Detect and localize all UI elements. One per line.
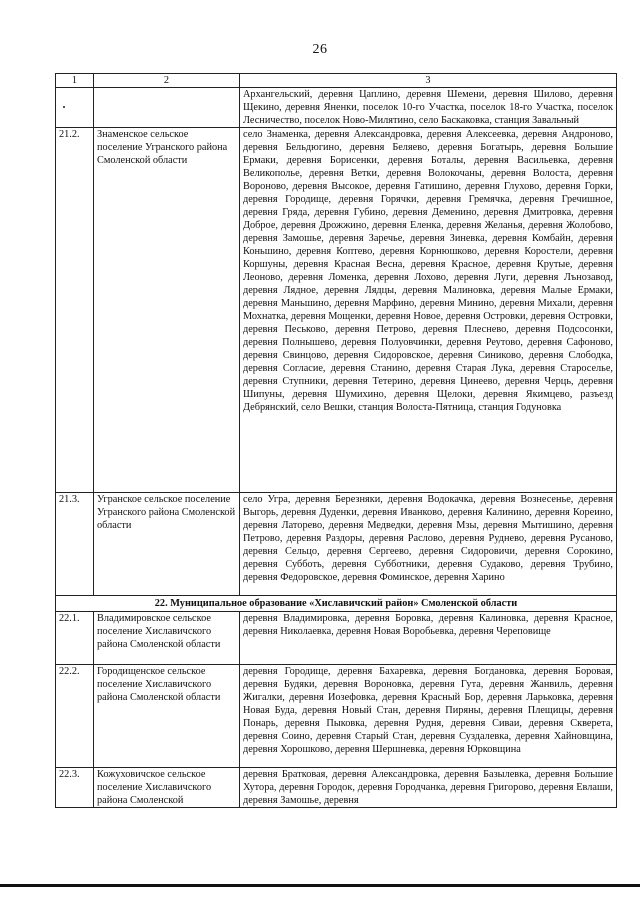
settlement-name: Знаменское сельское поселение Угранского района Смоленской области	[94, 128, 240, 493]
settlement-name: Владимировское сельское поселение Хиславичского района Смоленской области	[94, 612, 240, 665]
table-row	[56, 493, 617, 596]
row-number: 22.2.	[56, 665, 94, 768]
table-row	[56, 768, 617, 808]
row-number: 21.3.	[56, 493, 94, 596]
table-row	[56, 128, 617, 493]
row-number: 22.3.	[56, 768, 94, 808]
table-row	[56, 612, 617, 665]
settlement-name: Кожуховичское сельское поселение Хиславичского района Смоленской	[94, 768, 240, 808]
localities-list: деревня Городище, деревня Бахаревка, деревня Богдановка, деревня Боровая, деревня Будяки, деревня Вороновка, деревня Гута, деревня Жанвиль, деревня Жигалки, деревня Иозефовка, деревня Красный Бор, деревня Ларьковка, деревня Новая Буда, деревня Новый Стан, деревня Пиряны, деревня Плещицы, деревня Понарь, деревня Пыковка, деревня Рудня, деревня Сиваи, деревня Скверета, деревня Соино, деревня Старый Стан, деревня Суздалевка, деревня Хайновщина, деревня Хорошково, деревня Шершневка, деревня Юрковщина	[240, 665, 617, 768]
localities-list: Архангельский, деревня Цаплино, деревня Шемени, деревня Шилово, деревня Щекино, деревня Яненки, поселок 10-го Участка, поселок 18-го Участка, поселок Лесничество, поселок Ново-Милятино, село Баскаковка, станция Завальный	[240, 88, 617, 128]
settlement-name	[94, 88, 240, 128]
settlements-table	[55, 73, 617, 808]
localities-list: деревня Владимировка, деревня Боровка, деревня Калиновка, деревня Красное, деревня Николаевка, деревня Новая Воробьевка, деревня Череповище	[240, 612, 617, 665]
localities-list: село Угра, деревня Березняки, деревня Водокачка, деревня Вознесенье, деревня Выгорь, деревня Дуденки, деревня Иванково, деревня Калинино, деревня Кореино, деревня Латорево, деревня Медведки, деревня Мзы, деревня Мытишино, деревня Петрово, деревня Раздоры, деревня Раслово, деревня Руднево, деревня Русаново, деревня Сельцо, деревня Сергеево, деревня Сидоровичи, деревня Сорокино, деревня Субботь, деревня Субботники, деревня Судаково, деревня Трубино, деревня Федоровское, деревня Фоминское, деревня Харино	[240, 493, 617, 596]
localities-list: деревня Братковая, деревня Александровка, деревня Базылевка, деревня Большие Хутора, деревня Городок, деревня Городчанка, деревня Григорово, деревня Евлаши, деревня Замошье, деревня	[240, 768, 617, 808]
page-bottom-rule	[0, 884, 640, 887]
settlement-name: Городищенское сельское поселение Хиславичского района Смоленской области	[94, 665, 240, 768]
localities-list: село Знаменка, деревня Александровка, деревня Алексеевка, деревня Андроново, деревня Бельдюгино, деревня Беляево, деревня Богатырь, деревня Большие Ермаки, деревня Борисенки, деревня Боталы, деревня Васильевка, деревня Великополье, деревня Ветки, деревня Волокочаны, деревня Волоста, деревня Вороново, деревня Высокое, деревня Гатишино, деревня Глухово, деревня Горки, деревня Городище, деревня Горячки, деревня Гремячка, деревня Гречишное, деревня Гряда, деревня Губино, деревня Деменино, деревня Дмитровка, деревня Доброе, деревня Дрожжино, деревня Еленка, деревня Желанья, деревня Жолобово, деревня Замошье, деревня Заречье, деревня Зиневка, деревня Комбайн, деревня Коньшино, деревня Коптево, деревня Корнюшково, деревня Коростели, деревня Коршуны, деревня Красная Весна, деревня Красное, деревня Крутые, деревня Леоново, деревня Ломенка, деревня Лохово, деревня Луги, деревня Лънозавод, деревня Лядное, деревня Лядцы, деревня Малиновка, деревня Малые Ермаки, деревня Маньшино, деревня Марфино, деревня Минино, деревня Михали, деревня Мохнатка, деревня Мощенки, деревня Новое, деревня Островки, деревня Островки, деревня Песьково, деревня Петрово, деревня Плеснево, деревня Подсосонки, деревня Полнышево, деревня Полуовчинки, деревня Реутово, деревня Сафоново, деревня Свинцово, деревня Сидоровское, деревня Синиково, деревня Слободка, деревня Согласие, деревня Станино, деревня Старая Лука, деревня Староселье, деревня Ступники, деревня Тетерино, деревня Цинеево, деревня Черць, деревня Шипуны, деревня Шумихино, деревня Щелоки, деревня Якимцево, разъезд Дебрянский, село Вешки, станция Волоста-Пятница, станция Годуновка	[240, 128, 617, 493]
header-col-3: 3	[240, 74, 617, 88]
header-col-1: 1	[56, 74, 94, 88]
section-heading-row	[56, 596, 617, 612]
table-header-row	[56, 74, 617, 88]
row-number: 21.2.	[56, 128, 94, 493]
row-number	[56, 88, 94, 128]
table-row	[56, 88, 617, 128]
page-number: 26	[312, 42, 328, 57]
header-col-2: 2	[94, 74, 240, 88]
settlement-name: Угранское сельское поселение Угранского района Смоленской области	[94, 493, 240, 596]
row-number: 22.1.	[56, 612, 94, 665]
section-title: 22. Муниципальное образование «Хиславичский район» Смоленской области	[56, 596, 617, 612]
table-row	[56, 665, 617, 768]
